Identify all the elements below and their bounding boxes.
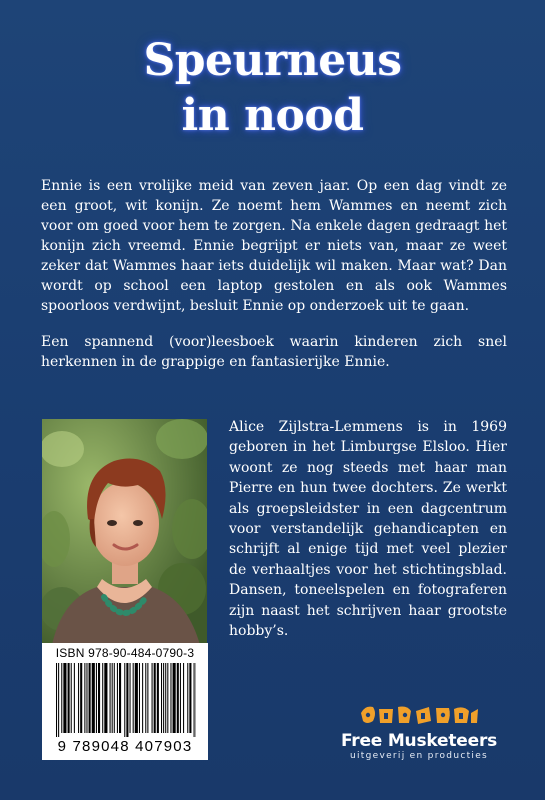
blurb-paragraph-2	[41, 332, 507, 372]
isbn-label: ISBN 978-90-484-0790-3	[55, 646, 195, 660]
title-line-2: in nood	[181, 90, 364, 141]
author-bio	[229, 417, 507, 641]
ean-digits: 9 789048 407903	[57, 738, 193, 755]
publisher-logo	[326, 703, 512, 762]
isbn-barcode	[42, 643, 208, 760]
blurb-text-1: Ennie is een vrolijke meid van zeven jaar. Op een dag vindt ze een groot, wit konijn. Ze noemt hem Wammes en neemt zich voor om goed voor hem te zorgen. Na enkele dagen gedraagt het konijn zich vreemd. Ennie begrijpt er niets van, maar ze weet zeker dat Wammes haar iets duidelijk wil maken. Maar wat? Dan wordt op school een laptop gestolen en als ook Wammes spoorloos verdwijnt, besluit Ennie op onderzoek uit te gaan.	[41, 178, 507, 314]
author-photo	[42, 419, 207, 645]
blurb-text-2: Een spannend (voor)leesboek waarin kinderen zich snel herkennen in de grappige en fantasierijke Ennie.	[41, 334, 507, 370]
publisher-logo-icons	[359, 703, 479, 729]
title-line-1: Speurneus	[143, 35, 402, 86]
author-bio-text: Alice Zijlstra-Lemmens is in 1969 geboren in het Limburgse Elsloo. Hier woont ze nog steeds met haar man Pierre en hun twee dochters. Ze werkt als groepsleidster in een dagcentrum voor verstandelijk gehandicapten en schrijft al enige tijd met veel plezier de verhaaltjes voor het stichtingsblad. Dansen, toneelspelen en fotograferen zijn naast het schrijven haar grootste hobby’s.	[229, 419, 507, 640]
barcode-bars	[56, 663, 196, 737]
book-title	[0, 34, 545, 144]
blurb-paragraph-1	[41, 176, 507, 316]
publisher-name: Free Musketeers	[340, 731, 498, 751]
publisher-tagline: uitgeverij en producties	[349, 751, 489, 761]
author-portrait-illustration	[42, 419, 207, 645]
